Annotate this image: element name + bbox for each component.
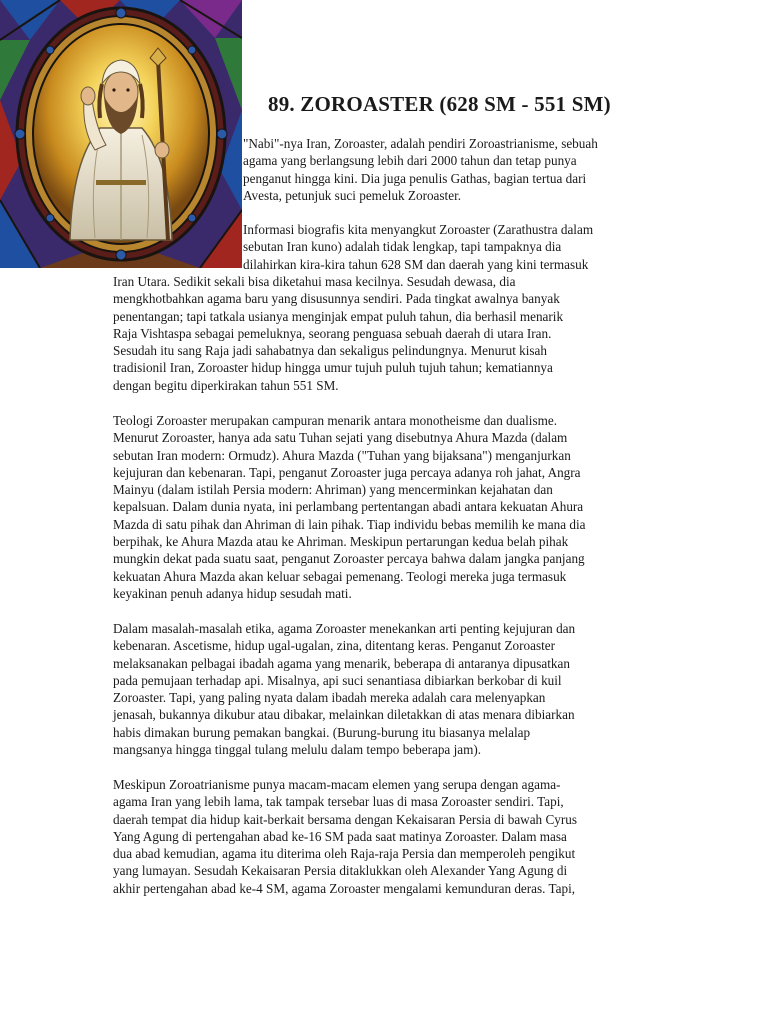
- text-line: mengkhotbahkan agama baru yang disusunnya sendiri. Pada tingkat awalnya banyak: [113, 291, 560, 307]
- text-line: habis dimakan burung pemakan bangkai. (Burung-burung itu biasanya melalap: [113, 724, 531, 740]
- text-line: pada pemujaan terhadap api. Misalnya, api suci senantiasa dibiarkan berkobar di kuil: [113, 672, 562, 688]
- text-line: Zoroaster. Tapi, yang paling nyata dalam ibadah mereka adalah cara melenyapkan: [113, 690, 546, 706]
- text-line: dilahirkan kira-kira tahun 628 SM dan daerah yang kini termasuk: [243, 256, 589, 272]
- paragraph-history: [113, 776, 577, 897]
- paragraph-intro: [243, 135, 598, 204]
- paragraph-ethics: [113, 620, 575, 758]
- text-line: akhir pertengahan abad ke-4 SM, agama Zoroaster mengalami kemunduran deras. Tapi,: [113, 880, 576, 896]
- text-line: keyakinan penuh adanya hidup sesudah mati.: [113, 585, 352, 601]
- paragraph-biography: [113, 273, 563, 394]
- text-line: Sesudah itu sang Raja jadi sahabatnya dan sekaligus pelindungnya. Menurut kisah: [113, 343, 547, 359]
- text-line: mangsanya hingga tinggal tulang melulu dalam tempo beberapa jam).: [113, 742, 482, 758]
- zoroaster-portrait-image: [0, 0, 242, 268]
- text-line: Yang Agung di pertengahan abad ke-16 SM pada saat matinya Zoroaster. Dalam masa: [113, 828, 567, 844]
- text-line: kejujuran dan kebenaran. Tapi, penganut Zoroaster juga percaya adanya roh jahat, Angra: [113, 464, 581, 480]
- text-line: dengan begitu diperkirakan tahun 551 SM.: [113, 377, 339, 393]
- paragraph-theology: [113, 412, 585, 602]
- text-line: melaksanakan pelbagai ibadah agama yang menarik, beberapa di antaranya dipusatkan: [113, 655, 570, 671]
- text-line: agama Iran yang lebih lama, tak tampak tersebar luas di masa Zoroaster sendiri. Tapi,: [113, 794, 564, 810]
- text-line: "Nabi"-nya Iran, Zoroaster, adalah pendiri Zoroastrianisme, sebuah: [243, 136, 598, 151]
- text-line: jenasah, bukannya dikubur atau dibakar, melainkan diletakkan di atas menara dibiarkan: [113, 707, 575, 723]
- text-line: sebutan Iran modern: Ormudz). Ahura Mazda ("Tuhan yang bijaksana") menganjurkan: [113, 447, 571, 463]
- text-line: Avesta, petunjuk suci pemeluk Zoroaster.: [243, 187, 462, 203]
- text-line: berpihak, ke Ahura Mazda atau ke Ahriman. Meskipun pertarungan kedua belah pihak: [113, 534, 569, 550]
- text-line: kebenaran. Ascetisme, hidup ugal-ugalan, zina, ditentang keras. Penganut Zoroaster: [113, 638, 555, 654]
- page-title: 89. ZOROASTER (628 SM - 551 SM): [268, 92, 611, 116]
- paragraph-biography-top: [243, 221, 593, 273]
- text-line: Iran Utara. Sedikit sekali bisa diketahui masa kecilnya. Sesudah dewasa, dia: [113, 274, 516, 289]
- text-line: Dalam masalah-masalah etika, agama Zoroaster menekankan arti penting kejujuran dan: [113, 621, 576, 636]
- text-line: Menurut Zoroaster, hanya ada satu Tuhan sejati yang disebutnya Ahura Mazda (dalam: [113, 430, 568, 446]
- text-line: kekuatan Ahura Mazda akan keluar sebagai pemenang. Teologi mereka juga termasuk: [113, 568, 567, 584]
- text-line: mungkin dekat pada suatu saat, penganut Zoroaster percaya bahwa dalam jangka panjang: [113, 551, 585, 567]
- text-line: Teologi Zoroaster merupakan campuran menarik antara monotheisme dan dualisme.: [113, 413, 557, 428]
- text-line: yang lumayan. Sesudah Kekaisaran Persia ditaklukkan oleh Alexander Yang Agung di: [113, 863, 568, 879]
- text-line: Meskipun Zoroatrianisme punya macam-macam elemen yang serupa dengan agama-: [113, 777, 561, 792]
- text-line: penentangan; tapi tatkala usianya menginjak empat puluh tahun, dia berhasil menarik: [113, 308, 564, 324]
- text-line: penganut hingga kini. Dia juga penulis Gathas, bagian tertua dari: [243, 170, 587, 186]
- text-line: Raja Vishtaspa sebagai pemeluknya, seorang penguasa sebuah daerah di utara Iran.: [113, 325, 552, 341]
- text-line: Informasi biografis kita menyangkut Zoroaster (Zarathustra dalam: [243, 222, 594, 237]
- text-line: sebutan Iran kuno) adalah tidak lengkap, tapi tampaknya dia: [243, 239, 562, 255]
- text-line: kepalsuan. Dalam dunia nyata, ini perlambang pertentangan abadi antara kekuatan Ahura: [113, 499, 584, 515]
- text-line: dua abad kemudian, agama itu diterima oleh Raja-raja Persia dan memperoleh pengikut: [113, 846, 576, 862]
- text-line: Mainyu (dalam istilah Persia modern: Ahriman) yang mencerminkan kejahatan dan: [113, 482, 553, 498]
- text-line: agama yang berlangsung lebih dari 2000 tahun dan tetap punya: [243, 153, 577, 169]
- text-line: daerah tempat dia hidup kait-berkait bersama dengan Kekaisaran Persia di bawah Cyrus: [113, 811, 577, 827]
- text-line: Mazda di satu pihak dan Ahriman di lain pihak. Tiap individu bebas memilih ke mana dia: [113, 516, 586, 532]
- text-line: tradisionil Iran, Zoroaster hidup hingga umur tujuh puluh tujuh tahun; kematiannya: [113, 360, 553, 376]
